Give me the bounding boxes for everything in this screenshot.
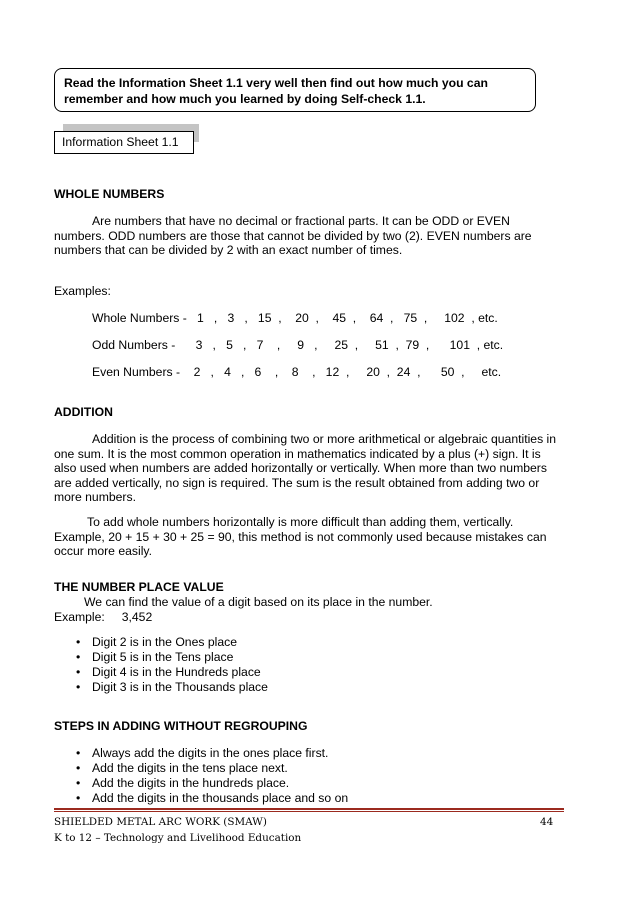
footer-title: SHIELDED METAL ARC WORK (SMAW) [54,816,267,828]
place-value-example: Example: 3,452 [54,610,153,624]
list-item: • Digit 3 is in the Thousands place [76,680,268,695]
addition-heading: ADDITION [54,405,113,419]
steps-heading: STEPS IN ADDING WITHOUT REGROUPING [54,719,308,733]
footer-rule-thin [54,811,564,812]
addition-paragraph-1: Addition is the process of combining two or more arithmetical or algebraic quantities in one sum. It is the most common operation in mathematics indicated by a plus (+) sign. It is also used when numbers are added horizontally or vertically. When more than two numbers are added vertically, no sign is required. The sum is the result obtained from adding two or more numbers. [54,432,557,505]
odd-numbers-example-row: Odd Numbers - 3 , 5 , 7 , 9 , 25 , 51 , 79 , 101 , etc. [92,338,504,352]
place-value-intro: We can find the value of a digit based on its place in the number. [84,595,433,609]
footer-subtitle: K to 12 – Technology and Livelihood Education [54,832,302,844]
addition-paragraph-2: To add whole numbers horizontally is more difficult than adding them, vertically. Example, 20 + 15 + 30 + 25 = 90, this method is not commonly used because mistakes can occur more easily. [54,515,547,559]
callout-line-1: Read the Information Sheet 1.1 very well then find out how much you can [64,76,488,90]
examples-label: Examples: [54,284,111,298]
list-item: • Digit 2 is in the Ones place [76,635,268,650]
whole-numbers-paragraph: Are numbers that have no decimal or fractional parts. It can be ODD or EVEN numbers. ODD numbers are those that cannot be divided by two (2). EVEN numbers are numbers that can be divided by 2 with an exact number of times. [54,214,532,258]
info-sheet-label: Information Sheet 1.1 [62,135,179,149]
list-item: • Add the digits in the hundreds place. [76,776,348,791]
instruction-callout-text [64,75,488,107]
steps-list [76,746,348,806]
list-item: • Digit 4 is in the Hundreds place [76,665,268,680]
list-item: • Add the digits in the tens place next. [76,761,348,776]
even-numbers-example-row: Even Numbers - 2 , 4 , 6 , 8 , 12 , 20 , 24 , 50 , etc. [92,365,502,379]
footer-rule-thick [54,808,564,810]
page-number: 44 [540,816,554,828]
place-value-heading: THE NUMBER PLACE VALUE [54,580,224,594]
list-item: • Always add the digits in the ones place first. [76,746,348,761]
list-item: • Add the digits in the thousands place and so on [76,791,348,806]
list-item: • Digit 5 is in the Tens place [76,650,268,665]
place-value-list [76,635,268,695]
whole-numbers-heading: WHOLE NUMBERS [54,187,165,201]
whole-numbers-example-row: Whole Numbers - 1 , 3 , 15 , 20 , 45 , 64 , 75 , 102 , etc. [92,311,498,325]
callout-line-2: remember and how much you learned by doing Self-check 1.1. [64,92,426,106]
